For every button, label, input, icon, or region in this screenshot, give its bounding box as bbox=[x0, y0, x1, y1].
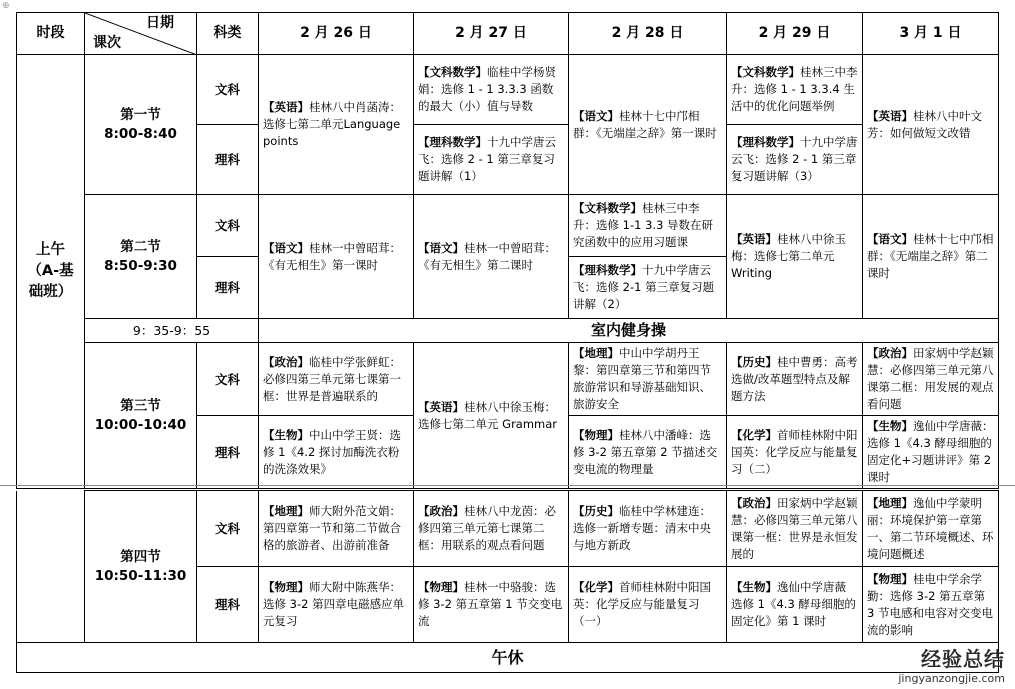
subject-tag: 【文科数学】 bbox=[418, 65, 487, 79]
lesson-cell bbox=[727, 195, 863, 319]
header-time-period: 时段 bbox=[17, 13, 85, 55]
track-arts: 文科 bbox=[197, 491, 259, 567]
subject-tag: 【语文】 bbox=[573, 108, 619, 123]
lesson-text: 师大附中陈燕华：选修 3-2 第四章电磁感应单元复习 bbox=[263, 580, 405, 628]
subject-tag: 【政治】 bbox=[263, 354, 309, 369]
lesson-text: 十九中学唐云飞：选修 2 - 1 第三章复习题讲解（1） bbox=[418, 135, 556, 183]
lesson-cell bbox=[727, 343, 863, 416]
lesson-text: 中山中学王贤：选修 1《4.2 探讨加酶洗衣粉的洗涤效果》 bbox=[263, 427, 401, 476]
subject-tag: 【政治】 bbox=[731, 495, 777, 510]
lesson-text: 桂中曹勇：高考选做/改革题型特点及解题方法 bbox=[731, 354, 858, 403]
lesson-cell bbox=[863, 195, 999, 319]
lesson-cell bbox=[569, 257, 727, 319]
track-science: 理科 bbox=[197, 416, 259, 489]
subject-tag: 【生物】 bbox=[731, 580, 777, 594]
header-date-4: 3 月 1 日 bbox=[863, 13, 999, 55]
lesson-cell bbox=[259, 55, 414, 195]
subject-tag: 【政治】 bbox=[418, 504, 464, 518]
lesson-text: 桂林一中曾昭茸：《有无相生》第二课时 bbox=[418, 240, 556, 272]
session-continued bbox=[17, 491, 85, 643]
lesson-cell bbox=[863, 343, 999, 416]
lesson-text: 十九中学唐云飞：选修 2-1 第三章复习题讲解（2） bbox=[573, 263, 715, 311]
lesson-cell bbox=[414, 343, 569, 489]
header-lesson-label: 课次 bbox=[93, 35, 121, 51]
lesson-text: 桂林八中龙茵：必修四第三单元第七课第二框：用联系的观点看问题 bbox=[418, 504, 556, 552]
break-label: 室内健身操 bbox=[259, 319, 999, 343]
page-break-line bbox=[0, 485, 1015, 486]
period-3 bbox=[85, 343, 197, 489]
lesson-cell bbox=[414, 567, 569, 643]
subject-tag: 【历史】 bbox=[573, 504, 619, 518]
header-diagonal-cell bbox=[85, 13, 197, 55]
lesson-cell bbox=[727, 567, 863, 643]
lesson-cell bbox=[863, 416, 999, 489]
lesson-cell bbox=[727, 416, 863, 489]
lesson-text: 桂林八中徐玉梅：选修七第二单元 Grammar bbox=[418, 399, 558, 431]
lesson-text: 桂林八中潘峰：选修 3-2 第五章第 2 节描述交变电流的物理量 bbox=[573, 427, 718, 476]
period-1-time: 8:00-8:40 bbox=[104, 125, 177, 142]
subject-tag: 【地理】 bbox=[263, 504, 309, 518]
header-date-2: 2 月 28 日 bbox=[569, 13, 727, 55]
subject-tag: 【英语】 bbox=[263, 100, 309, 114]
watermark bbox=[898, 643, 1005, 685]
lesson-cell bbox=[569, 567, 727, 643]
track-arts: 文科 bbox=[197, 343, 259, 416]
period-2 bbox=[85, 195, 197, 319]
lesson-text: 十九中学唐云飞：选修 2 - 1 第三章复习题讲解（3） bbox=[731, 135, 858, 183]
subject-tag: 【语文】 bbox=[867, 232, 913, 246]
lesson-text: 中山中学胡丹王黎：第四章第三节和第四节旅游常识和导游基础知识、旅游安全 bbox=[573, 346, 711, 411]
lesson-text: 桂林一中骆骏：选修 3-2 第五章第 1 节交变电流 bbox=[418, 580, 563, 628]
header-date-label: 日期 bbox=[146, 15, 174, 31]
header-date-1: 2 月 27 日 bbox=[414, 13, 569, 55]
subject-tag: 【文科数学】 bbox=[573, 201, 642, 215]
lesson-cell bbox=[259, 195, 414, 319]
subject-tag: 【物理】 bbox=[418, 580, 464, 594]
header-subject: 科类 bbox=[197, 13, 259, 55]
lesson-text: 临桂中学张鲜虹：必修四第三单元第七课第一框：世界是普遍联系的 bbox=[263, 354, 401, 403]
lesson-text: 逸仙中学唐薇 选修 1《4.3 酵母细胞的固定化》第 1 课时 bbox=[731, 580, 856, 628]
lesson-cell bbox=[259, 416, 414, 489]
watermark-url: jingyanzongjie.com bbox=[898, 672, 1005, 685]
period-2-name: 第二节 bbox=[120, 238, 161, 255]
lesson-text: 桂林三中李升：选修 1 - 1 3.3.4 生活中的优化问题举例 bbox=[731, 65, 858, 113]
period-3-name: 第三节 bbox=[120, 397, 161, 414]
lesson-cell bbox=[863, 55, 999, 195]
lesson-cell bbox=[569, 416, 727, 489]
subject-tag: 【生物】 bbox=[263, 427, 309, 442]
lesson-cell bbox=[727, 55, 863, 125]
lesson-cell bbox=[414, 125, 569, 195]
lesson-cell bbox=[259, 491, 414, 567]
lesson-cell bbox=[414, 491, 569, 567]
subject-tag: 【地理】 bbox=[867, 495, 913, 510]
lesson-text: 桂林八中徐玉梅：选修七第二单元 Writing bbox=[731, 232, 846, 280]
subject-tag: 【文科数学】 bbox=[731, 65, 800, 79]
period-4-name: 第四节 bbox=[120, 548, 161, 565]
period-1 bbox=[85, 55, 197, 195]
lesson-cell bbox=[259, 343, 414, 416]
anchor-marker-icon: ⊕ bbox=[2, 1, 10, 11]
track-science: 理科 bbox=[197, 567, 259, 643]
watermark-title: 经验总结 bbox=[921, 647, 1005, 671]
lesson-cell bbox=[569, 491, 727, 567]
lesson-text: 临桂中学杨贤娟：选修 1 - 1 3.3.3 函数的最大（小）值与导数 bbox=[418, 65, 556, 113]
lesson-text: 师大附外范文娟：第四章第一节和第二节做合格的旅游者、出游前准备 bbox=[263, 504, 401, 552]
period-1-name: 第一节 bbox=[120, 106, 161, 123]
session-morning: 上午 （A-基 础班） bbox=[17, 55, 85, 489]
lesson-cell bbox=[569, 195, 727, 257]
subject-tag: 【理科数学】 bbox=[418, 135, 487, 149]
track-science: 理科 bbox=[197, 257, 259, 319]
subject-tag: 【化学】 bbox=[573, 580, 619, 594]
lesson-cell bbox=[414, 55, 569, 125]
period-4-time: 10:50-11:30 bbox=[94, 567, 187, 584]
schedule-table-top bbox=[16, 12, 999, 489]
lesson-cell bbox=[414, 195, 569, 319]
lesson-cell bbox=[863, 491, 999, 567]
lesson-text: 逸仙中学蒙明丽：环境保护第一章第一、第二节环境概述、环境问题概述 bbox=[867, 495, 994, 561]
lunch-break: 午休 bbox=[17, 643, 999, 673]
track-science: 理科 bbox=[197, 125, 259, 195]
subject-tag: 【英语】 bbox=[867, 108, 913, 123]
subject-tag: 【理科数学】 bbox=[573, 263, 642, 277]
subject-tag: 【生物】 bbox=[867, 419, 913, 433]
subject-tag: 【英语】 bbox=[418, 399, 464, 414]
lesson-text: 临桂中学林建连：选修一新增专题：清末中央与地方新政 bbox=[573, 504, 711, 552]
lesson-text: 桂电中学余学勤：选修 3-2 第五章第 3 节电感和电容对交变电流的影响 bbox=[867, 571, 993, 637]
lesson-text: 田家炳中学赵颖慧：必修四第三单元第八课第一框：世界是永恒发展的 bbox=[731, 495, 858, 561]
lesson-text: 桂林三中李升：选修 1-1 3.3 导数在研究函数中的应用习题课 bbox=[573, 201, 714, 249]
period-4 bbox=[85, 491, 197, 643]
lesson-text: 桂林八中肖菡涛：选修七第二单元Language points bbox=[263, 100, 401, 148]
period-2-time: 8:50-9:30 bbox=[104, 257, 177, 274]
period-3-time: 10:00-10:40 bbox=[94, 416, 187, 433]
lesson-cell bbox=[727, 491, 863, 567]
lesson-cell bbox=[569, 343, 727, 416]
subject-tag: 【化学】 bbox=[731, 427, 777, 442]
header-date-0: 2 月 26 日 bbox=[259, 13, 414, 55]
schedule-table-bottom bbox=[16, 490, 999, 673]
break-time: 9：35-9：55 bbox=[85, 319, 259, 343]
lesson-text: 逸仙中学唐薇：选修 1《4.3 酵母细胞的固定化+习题讲评》第 2 课时 bbox=[867, 419, 994, 484]
lesson-cell bbox=[863, 567, 999, 643]
subject-tag: 【政治】 bbox=[867, 346, 913, 360]
subject-tag: 【语文】 bbox=[418, 240, 464, 255]
subject-tag: 【语文】 bbox=[263, 240, 309, 255]
lesson-cell bbox=[569, 55, 727, 195]
header-date-3: 2 月 29 日 bbox=[727, 13, 863, 55]
subject-tag: 【物理】 bbox=[867, 571, 913, 586]
subject-tag: 【物理】 bbox=[573, 427, 619, 442]
subject-tag: 【地理】 bbox=[573, 346, 619, 360]
lesson-text: 首师桂林附中阳国英：化学反应与能量复习（二） bbox=[731, 427, 858, 476]
lesson-text: 桂林十七中邝相群：《无端崖之辞》第二课时 bbox=[867, 232, 994, 280]
subject-tag: 【英语】 bbox=[731, 232, 777, 246]
lesson-text: 桂林一中曾昭茸：《有无相生》第一课时 bbox=[263, 240, 401, 272]
lesson-text: 田家炳中学赵颖慧：必修四第三单元第八课第二框：用发展的观点看问题 bbox=[867, 346, 994, 411]
lesson-text: 桂林八中叶文芳：如何做短文改错 bbox=[867, 108, 982, 140]
lesson-cell bbox=[259, 567, 414, 643]
subject-tag: 【理科数学】 bbox=[731, 135, 800, 149]
track-arts: 文科 bbox=[197, 55, 259, 125]
lesson-cell bbox=[727, 125, 863, 195]
subject-tag: 【物理】 bbox=[263, 580, 309, 594]
lesson-text: 桂林十七中邝相群：《无端崖之辞》第一课时 bbox=[573, 108, 717, 140]
lesson-text: 首师桂林附中阳国英：化学反应与能量复习（一） bbox=[573, 580, 711, 628]
track-arts: 文科 bbox=[197, 195, 259, 257]
subject-tag: 【历史】 bbox=[731, 354, 777, 369]
